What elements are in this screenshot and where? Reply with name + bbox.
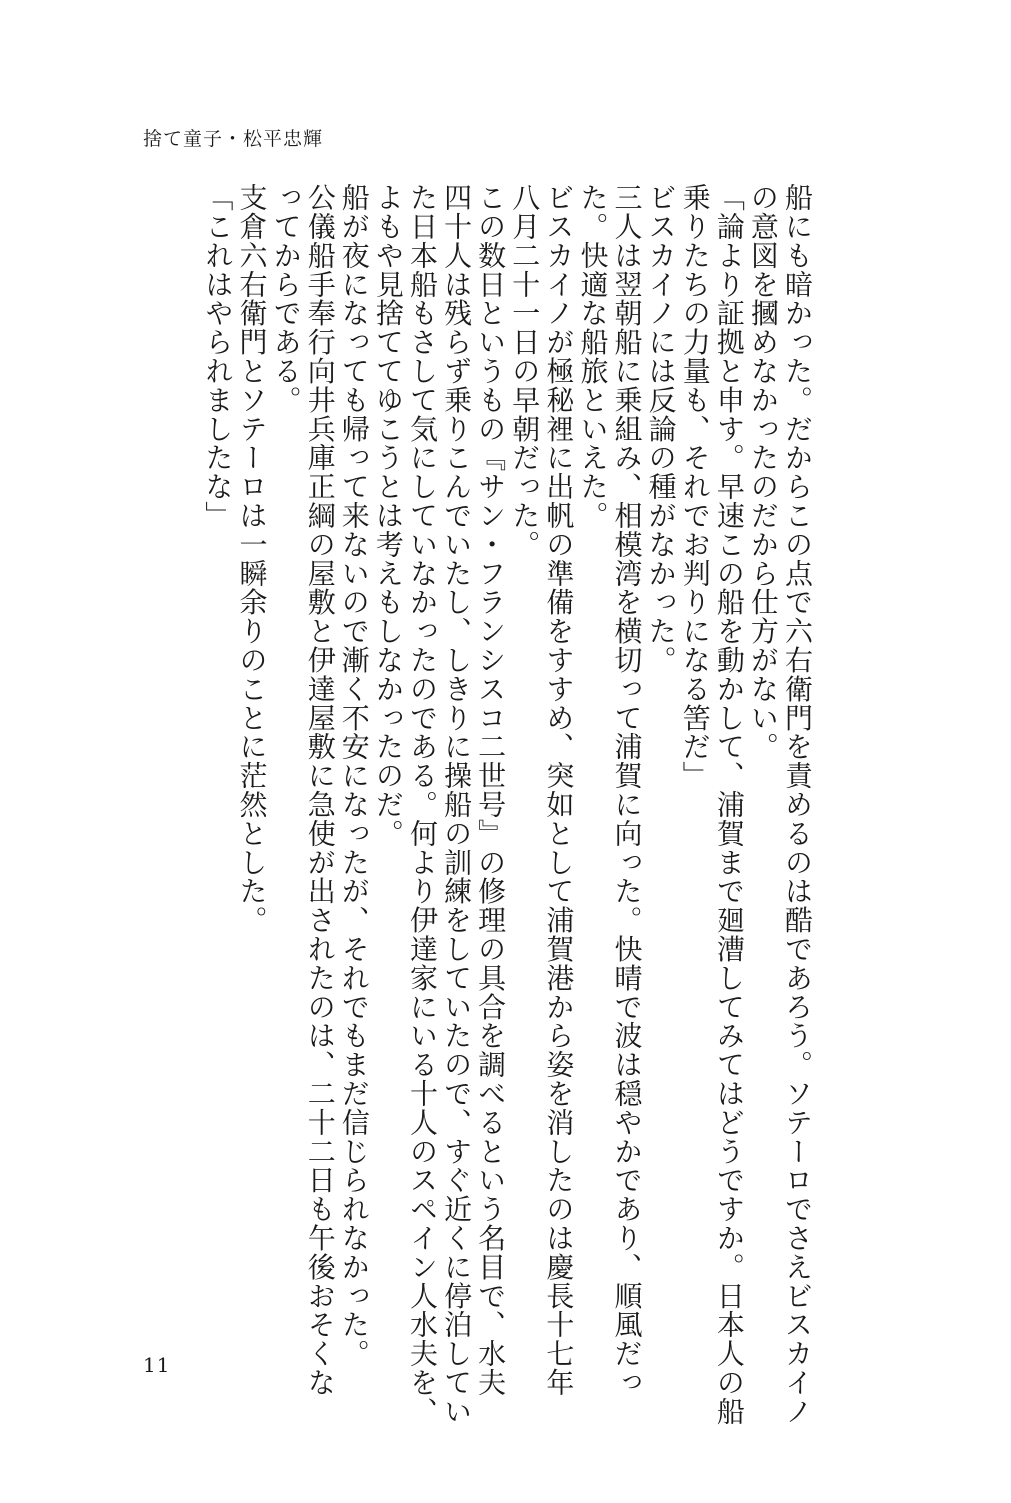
text-line: 公儀船手奉行向井兵庫正綱の屋敷と伊達屋敷に急使が出されたのは、二十二日も午後おそくな xyxy=(303,183,337,1397)
text-line: た。快適な船旅といえた。 xyxy=(576,183,610,530)
text-line: 「論より証拠と申す。早速この船を動かして、浦賀まで廻漕してみてはどうですか。日本人の船 xyxy=(712,183,746,1426)
text-line: 「これはやられましたな」 xyxy=(201,183,235,530)
page-number: 11 xyxy=(143,1353,171,1377)
text-line: よもや見捨ててゆこうとは考えもしなかったのだ。 xyxy=(371,183,405,848)
text-line: 三人は翌朝船に乗組み、相模湾を横切って浦賀に向った。快晴で波は穏やかであり、順風だっ xyxy=(610,183,644,1397)
text-line: 支倉六右衛門とソテーロは一瞬余りのことに茫然とした。 xyxy=(235,183,269,935)
body-text xyxy=(200,183,814,1426)
text-line: 乗りたちの力量も、それでお判りになる筈だ」 xyxy=(678,183,712,790)
text-line: ビスカイノが極秘裡に出帆の準備をすすめ、突如として浦賀港から姿を消したのは慶長十七年 xyxy=(542,183,576,1397)
text-line: 船が夜になっても帰って来ないので漸く不安になったが、それでもまだ信じられなかった。 xyxy=(337,183,371,1368)
text-line: ビスカイノには反論の種がなかった。 xyxy=(644,183,678,675)
text-line: 船にも暗かった。だからこの点で六右衛門を責めるのは酷であろう。ソテーロでさえビスカイノ xyxy=(781,183,814,1426)
text-line: 四十人は残らず乗りこんでいたし、しきりに操船の訓練をしていたので、すぐ近くに停泊してい xyxy=(440,183,474,1426)
text-line: の意図を摑めなかったのだから仕方がない。 xyxy=(746,183,780,761)
text-line: ってからである。 xyxy=(269,183,303,415)
text-line: 八月二十一日の早朝だった。 xyxy=(508,183,542,559)
text-line: この数日というもの『サン・フランシスコ二世号』の修理の具合を調べるという名目で、水夫 xyxy=(474,183,508,1397)
running-head: 捨て童子・松平忠輝 xyxy=(143,128,324,150)
text-line: た日本船もさして気にしていなかったのである。何より伊達家にいる十人のスペイン人水夫を、 xyxy=(405,183,439,1426)
